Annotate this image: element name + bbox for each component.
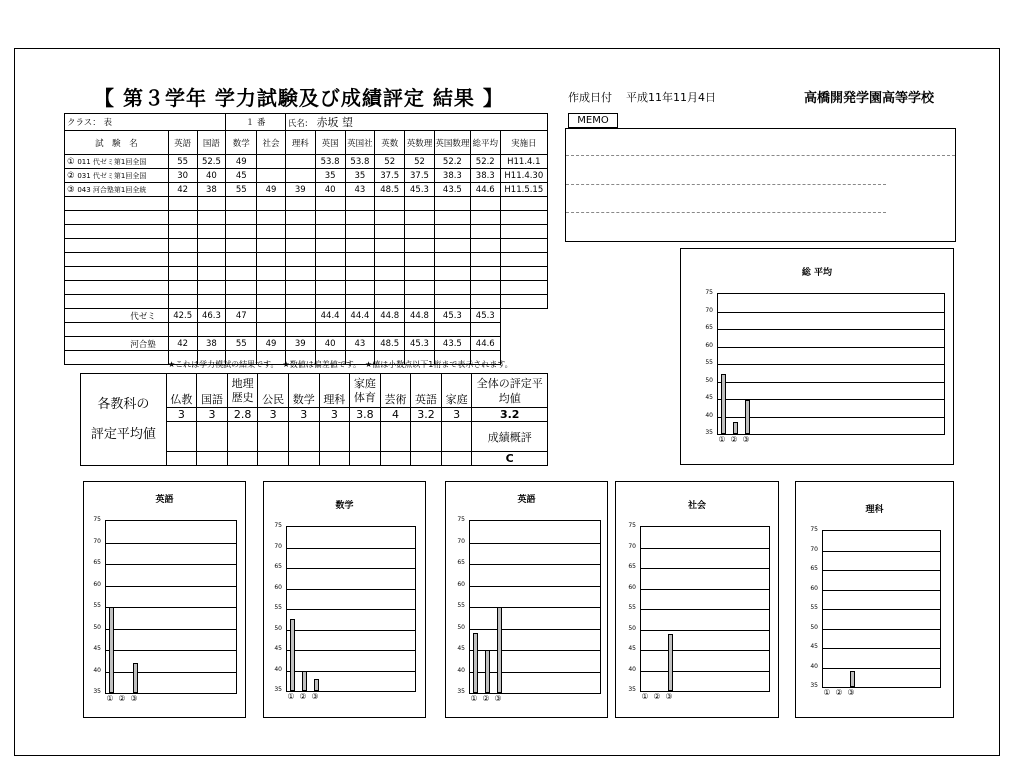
gridline: [823, 609, 940, 610]
cell: 48.5: [375, 183, 405, 197]
gridline: [287, 589, 415, 590]
bar: [290, 619, 295, 691]
gridline: [718, 382, 944, 383]
gridline: [641, 650, 769, 651]
cell: [257, 155, 286, 169]
cell: 44.6: [470, 337, 500, 351]
cell: 45.3: [470, 309, 500, 323]
table-row: [65, 253, 548, 267]
cell: 37.5: [375, 169, 405, 183]
class-label: クラス：: [67, 118, 101, 128]
y-tick-label: 35: [810, 682, 818, 689]
x-tick-label: ①: [470, 694, 478, 703]
y-tick-label: 65: [457, 559, 465, 566]
memo-box[interactable]: [565, 128, 956, 242]
subject-header: 英語: [411, 374, 442, 408]
table-row: [65, 183, 548, 197]
table-row: [65, 225, 548, 239]
col-header: 英国社: [345, 131, 375, 155]
subject-header: 地理歴史: [227, 374, 258, 408]
col-header: 総平均: [470, 131, 500, 155]
page-title: 【 第３学年 学力試験及び成績評定 結果 】: [94, 86, 504, 110]
y-tick-label: 35: [274, 686, 282, 693]
cell: 38.3: [434, 169, 470, 183]
grade-value: 3.2: [411, 408, 442, 422]
cell: 40: [315, 183, 345, 197]
plot-area: [717, 293, 945, 435]
y-tick-label: 75: [274, 522, 282, 529]
cell: 35: [345, 169, 375, 183]
cell: 39: [285, 183, 315, 197]
plot-area: [286, 526, 416, 692]
col-header: 理科: [285, 131, 315, 155]
grade-value: 3: [258, 408, 289, 422]
bar: [745, 400, 750, 434]
gridline: [287, 568, 415, 569]
y-tick-label: 60: [705, 341, 713, 349]
y-tick-label: 50: [457, 623, 465, 631]
y-tick-label: 70: [705, 306, 713, 314]
cell: H11.5.15: [500, 183, 547, 197]
bar: [497, 607, 502, 693]
y-tick-label: 55: [457, 602, 465, 609]
cell: 46.3: [197, 309, 226, 323]
cell: [285, 169, 315, 183]
cell: 43.5: [434, 183, 470, 197]
y-tick-label: 50: [705, 376, 713, 384]
chart-panel-social: [615, 481, 779, 718]
y-tick-label: 55: [810, 604, 818, 611]
x-tick-label: ③: [311, 692, 319, 701]
gridline: [106, 607, 236, 608]
bar: [473, 633, 478, 693]
y-tick-label: 40: [93, 666, 101, 674]
gridline: [106, 629, 236, 630]
cell: 52.2: [434, 155, 470, 169]
name-label: 氏名:: [287, 119, 308, 129]
cell: 40: [197, 169, 226, 183]
score-table: [64, 113, 548, 365]
gridline: [287, 609, 415, 610]
cell: 52: [405, 155, 435, 169]
x-tick-label: ②: [653, 692, 661, 701]
subject-header: 理科: [319, 374, 350, 408]
created-date: 平成11年11月4日: [626, 91, 716, 104]
y-tick-label: 40: [457, 666, 465, 674]
cell: 52.2: [470, 155, 500, 169]
cell: H11.4.1: [500, 155, 547, 169]
table-note: ★これは学力模試の結果です。 ★数値は偏差値です。 ★値は小数点以下1桁まで表示されます。: [168, 360, 513, 369]
col-header: 数学: [226, 131, 257, 155]
bar: [733, 422, 738, 434]
cell: 49: [226, 155, 257, 169]
chart-title: 理科: [865, 505, 884, 515]
x-tick-label: ①: [718, 435, 726, 444]
overall-value: 3.2: [472, 408, 548, 422]
col-header: 社会: [257, 131, 286, 155]
table-row: [65, 267, 548, 281]
cell: 52.5: [197, 155, 226, 169]
chart-panel-average: [680, 248, 954, 465]
col-header: 英国数理: [434, 131, 470, 155]
gridline: [106, 564, 236, 565]
grade-value: 3: [166, 408, 197, 422]
y-tick-label: 45: [457, 645, 465, 652]
y-tick-label: 75: [705, 289, 713, 296]
x-tick-label: ②: [835, 688, 843, 697]
cell: 47: [226, 309, 257, 323]
rating-label: 成績概評: [472, 422, 548, 452]
cell: 48.5: [375, 337, 405, 351]
y-tick-label: 40: [810, 662, 818, 670]
gridline: [718, 329, 944, 330]
cell: 55: [168, 155, 197, 169]
col-header: 英数理: [405, 131, 435, 155]
gridline: [641, 568, 769, 569]
gridline: [641, 671, 769, 672]
cell: [257, 309, 286, 323]
gridline: [470, 629, 600, 630]
gridline: [641, 630, 769, 631]
cell: 45: [226, 169, 257, 183]
gridline: [823, 629, 940, 630]
y-tick-label: 40: [274, 665, 282, 673]
y-tick-label: 75: [457, 516, 465, 523]
plot-area: [105, 520, 237, 694]
x-tick-label: ①: [106, 694, 114, 703]
x-tick-label: ①: [823, 688, 831, 697]
subject-header: 国語: [197, 374, 228, 408]
chart-panel-english-2: [445, 481, 608, 718]
cell: 45.3: [405, 337, 435, 351]
y-tick-label: 50: [810, 623, 818, 631]
gridline: [287, 650, 415, 651]
y-tick-label: 55: [628, 604, 636, 611]
cell: 44.4: [345, 309, 375, 323]
grade-value: 3.8: [350, 408, 381, 422]
y-tick-label: 60: [274, 583, 282, 591]
bar: [302, 671, 307, 692]
x-tick-label: ②: [299, 692, 307, 701]
plot-area: [640, 526, 770, 692]
x-tick-label: ①: [287, 692, 295, 701]
summary-row: [65, 309, 548, 323]
table-row: [65, 239, 548, 253]
y-tick-label: 50: [274, 624, 282, 632]
y-tick-label: 45: [93, 645, 101, 652]
col-header: 英語: [168, 131, 197, 155]
rating-value: C: [472, 452, 548, 466]
y-tick-label: 60: [810, 584, 818, 592]
chart-panel-math: [263, 481, 426, 718]
y-tick-label: 75: [810, 526, 818, 533]
subject-header: 家庭: [441, 374, 472, 408]
exam-name: 043 河合塾第1回全統: [77, 185, 147, 194]
cell: 38: [197, 337, 226, 351]
row-mark: ③: [67, 184, 75, 195]
bar: [314, 679, 319, 691]
cell: H11.4.30: [500, 169, 547, 183]
y-tick-label: 70: [628, 542, 636, 550]
memo-line: [566, 184, 886, 185]
table-row: [65, 169, 548, 183]
y-tick-label: 70: [93, 537, 101, 545]
table-row: [65, 281, 548, 295]
subject-header: 家庭体育: [350, 374, 381, 408]
y-tick-label: 35: [705, 429, 713, 436]
chart-title: 社会: [687, 501, 706, 511]
grade-label-1: 各教科の: [97, 396, 150, 412]
gridline: [641, 548, 769, 549]
memo-line: [566, 155, 955, 156]
table-row: [65, 197, 548, 211]
grade-value: 3: [197, 408, 228, 422]
grade-value: 2.8: [227, 408, 258, 422]
gridline: [641, 589, 769, 590]
cell: [257, 169, 286, 183]
cell: 44.4: [315, 309, 345, 323]
y-tick-label: 35: [93, 688, 101, 695]
grade-label-2: 評定平均値: [90, 426, 156, 442]
table-row: [65, 155, 548, 169]
x-tick-label: ③: [130, 694, 138, 703]
y-tick-label: 60: [628, 583, 636, 591]
table-row: [65, 295, 548, 309]
y-tick-label: 55: [274, 604, 282, 611]
student-number: １ 番: [226, 114, 286, 131]
col-header: 英数: [375, 131, 405, 155]
y-tick-label: 75: [93, 516, 101, 523]
bar: [668, 634, 673, 691]
y-tick-label: 45: [628, 645, 636, 652]
chart-panel-english: [83, 481, 246, 718]
col-header: 英国: [315, 131, 345, 155]
y-tick-label: 70: [457, 537, 465, 545]
x-tick-label: ③: [665, 692, 673, 701]
y-tick-label: 35: [628, 686, 636, 693]
class-value: 表: [103, 118, 112, 128]
y-tick-label: 65: [93, 559, 101, 566]
gridline: [718, 312, 944, 313]
cell: 39: [285, 337, 315, 351]
cell: 55: [226, 183, 257, 197]
bar: [109, 607, 114, 693]
gridline: [470, 564, 600, 565]
y-tick-label: 70: [274, 542, 282, 550]
overall-label: 全体の評定平均値: [472, 374, 548, 408]
gridline: [106, 543, 236, 544]
cell: 53.8: [345, 155, 375, 169]
bar: [850, 671, 855, 687]
x-tick-label: ②: [118, 694, 126, 703]
cell: 43: [345, 183, 375, 197]
col-header: 実施日: [500, 131, 547, 155]
gridline: [470, 543, 600, 544]
cell: 30: [168, 169, 197, 183]
cell: 45.3: [434, 309, 470, 323]
y-tick-label: 45: [810, 643, 818, 650]
cell: 37.5: [405, 169, 435, 183]
bar: [485, 650, 490, 693]
x-tick-label: ③: [494, 694, 502, 703]
cell: 42: [168, 337, 197, 351]
row-mark: ②: [67, 170, 75, 181]
grade-value: 3: [319, 408, 350, 422]
cell: 40: [315, 337, 345, 351]
grade-value: 3: [288, 408, 319, 422]
y-tick-label: 40: [705, 411, 713, 419]
y-tick-label: 55: [93, 602, 101, 609]
y-tick-label: 65: [628, 563, 636, 570]
cell: [285, 155, 315, 169]
cell: 55: [226, 337, 257, 351]
x-tick-label: ②: [482, 694, 490, 703]
gridline: [287, 548, 415, 549]
gridline: [106, 672, 236, 673]
cell: 42: [168, 183, 197, 197]
cell: 42.5: [168, 309, 197, 323]
gridline: [106, 650, 236, 651]
summary-name: 河合塾: [65, 337, 169, 351]
cell: 35: [315, 169, 345, 183]
y-tick-label: 75: [628, 522, 636, 529]
cell: 53.8: [315, 155, 345, 169]
y-tick-label: 65: [705, 324, 713, 331]
y-tick-label: 70: [810, 545, 818, 553]
col-header: 国語: [197, 131, 226, 155]
grade-table: [80, 373, 548, 466]
cell: 44.8: [375, 309, 405, 323]
chart-title: 数学: [335, 501, 354, 511]
subject-header: 公民: [258, 374, 289, 408]
cell: 49: [257, 183, 286, 197]
cell: 38.3: [470, 169, 500, 183]
plot-area: [822, 530, 941, 688]
chart-title: 英語: [517, 495, 536, 505]
gridline: [823, 648, 940, 649]
chart-title: 総 平均: [801, 268, 833, 278]
chart-title: 英語: [155, 495, 174, 505]
memo-line: [566, 212, 886, 213]
student-name: 赤坂 望: [316, 116, 353, 129]
summary-name: 代ゼミ: [65, 309, 169, 323]
subject-header: 仏教: [166, 374, 197, 408]
exam-name: 011 代ゼミ第1回全国: [77, 157, 147, 166]
row-mark: ①: [67, 156, 75, 167]
y-tick-label: 40: [628, 665, 636, 673]
gridline: [641, 609, 769, 610]
gridline: [718, 364, 944, 365]
y-tick-label: 45: [705, 394, 713, 401]
exam-header: 試 験 名: [65, 131, 169, 155]
exam-name: 031 代ゼミ第1回全国: [77, 171, 147, 180]
table-row: [65, 211, 548, 225]
summary-row: [65, 337, 548, 351]
gridline: [106, 586, 236, 587]
x-tick-label: ①: [641, 692, 649, 701]
y-tick-label: 65: [810, 565, 818, 572]
cell: 49: [257, 337, 286, 351]
created-label: 作成日付: [568, 91, 612, 104]
gridline: [470, 607, 600, 608]
gridline: [823, 570, 940, 571]
gridline: [823, 551, 940, 552]
x-tick-label: ②: [730, 435, 738, 444]
y-tick-label: 50: [93, 623, 101, 631]
x-tick-label: ③: [847, 688, 855, 697]
subject-header: 芸術: [380, 374, 411, 408]
y-tick-label: 45: [274, 645, 282, 652]
bar: [721, 374, 726, 434]
gridline: [718, 399, 944, 400]
x-tick-label: ③: [742, 435, 750, 444]
cell: 45.3: [405, 183, 435, 197]
memo-label: MEMO: [568, 113, 618, 128]
gridline: [470, 586, 600, 587]
cell: 52: [375, 155, 405, 169]
cell: [285, 309, 315, 323]
y-tick-label: 65: [274, 563, 282, 570]
gridline: [287, 630, 415, 631]
y-tick-label: 60: [457, 580, 465, 588]
cell: 43.5: [434, 337, 470, 351]
cell: 43: [345, 337, 375, 351]
plot-area: [469, 520, 601, 694]
gridline: [718, 417, 944, 418]
subject-header: 数学: [288, 374, 319, 408]
grade-value: 4: [380, 408, 411, 422]
y-tick-label: 35: [457, 688, 465, 695]
cell: 44.8: [405, 309, 435, 323]
y-tick-label: 55: [705, 359, 713, 366]
y-tick-label: 50: [628, 624, 636, 632]
grade-value: 3: [441, 408, 472, 422]
gridline: [718, 347, 944, 348]
bar: [133, 663, 138, 693]
gridline: [823, 590, 940, 591]
cell: 44.6: [470, 183, 500, 197]
y-tick-label: 60: [93, 580, 101, 588]
school-name: 高橋開発学園高等学校: [804, 91, 935, 106]
chart-panel-science: [795, 481, 954, 718]
gridline: [823, 668, 940, 669]
cell: 38: [197, 183, 226, 197]
